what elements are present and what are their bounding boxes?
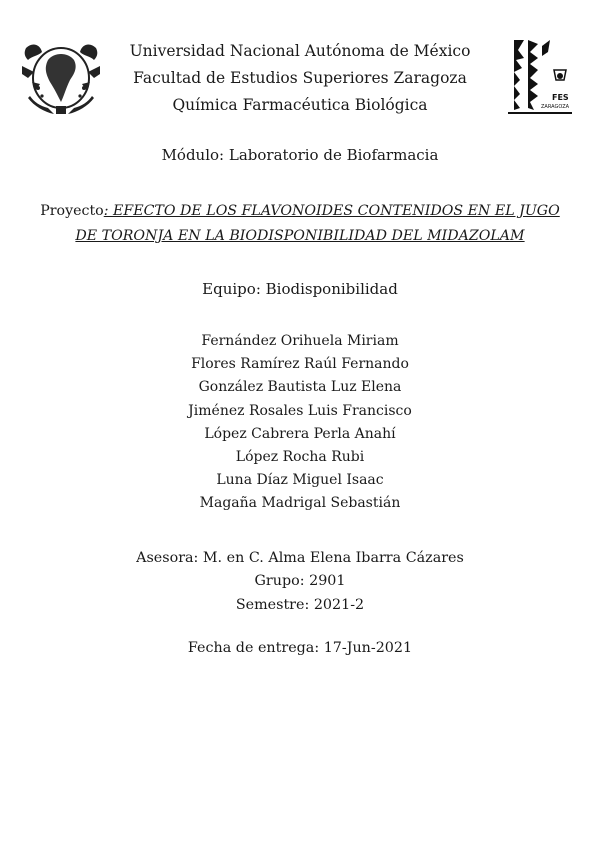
university-name: Universidad Nacional Autónoma de México xyxy=(129,42,471,60)
member-name: González Bautista Luz Elena xyxy=(198,379,402,396)
project-title-line1: EFECTO DE LOS FLAVONOIDES CONTENIDOS EN EL JUGO xyxy=(113,203,560,219)
member-name: Flores Ramírez Raúl Fernando xyxy=(191,356,409,373)
member-name: Jiménez Rosales Luis Francisco xyxy=(188,402,412,419)
zaragoza-logo-text: ZARAGOZA xyxy=(541,104,570,110)
program-name: Química Farmacéutica Biológica xyxy=(172,96,428,114)
project-block xyxy=(30,199,570,249)
team-line: Equipo: Biodisponibilidad xyxy=(202,280,398,298)
fes-zaragoza-logo xyxy=(508,36,572,116)
institution-header xyxy=(110,38,490,119)
project-label: Proyecto xyxy=(40,203,104,219)
delivery-date-line: Fecha de entrega: 17-Jun-2021 xyxy=(187,640,413,656)
fes-logo-text: FES xyxy=(552,93,569,102)
advisor-block xyxy=(0,547,600,617)
unam-seal-logo xyxy=(18,38,104,116)
project-separator: : xyxy=(103,203,114,219)
module-line: Módulo: Laboratorio de Biofarmacia xyxy=(161,146,439,164)
project-title-line2: DE TORONJA EN LA BIODISPONIBILIDAD DEL MIDAZOLAM xyxy=(75,228,525,244)
group-line: Grupo: 2901 xyxy=(254,573,346,590)
faculty-name: Facultad de Estudios Superiores Zaragoza xyxy=(133,69,467,87)
member-name: Fernández Orihuela Miriam xyxy=(201,333,399,349)
member-name: López Cabrera Perla Anahí xyxy=(204,425,396,442)
member-name: López Rocha Rubi xyxy=(235,449,365,466)
member-name: Magaña Madrigal Sebastián xyxy=(199,495,401,512)
advisor-line: Asesora: M. en C. Alma Elena Ibarra Cázares xyxy=(136,550,464,566)
member-name: Luna Díaz Miguel Isaac xyxy=(216,472,384,489)
members-list xyxy=(0,330,600,516)
semester-line: Semestre: 2021-2 xyxy=(235,596,365,613)
